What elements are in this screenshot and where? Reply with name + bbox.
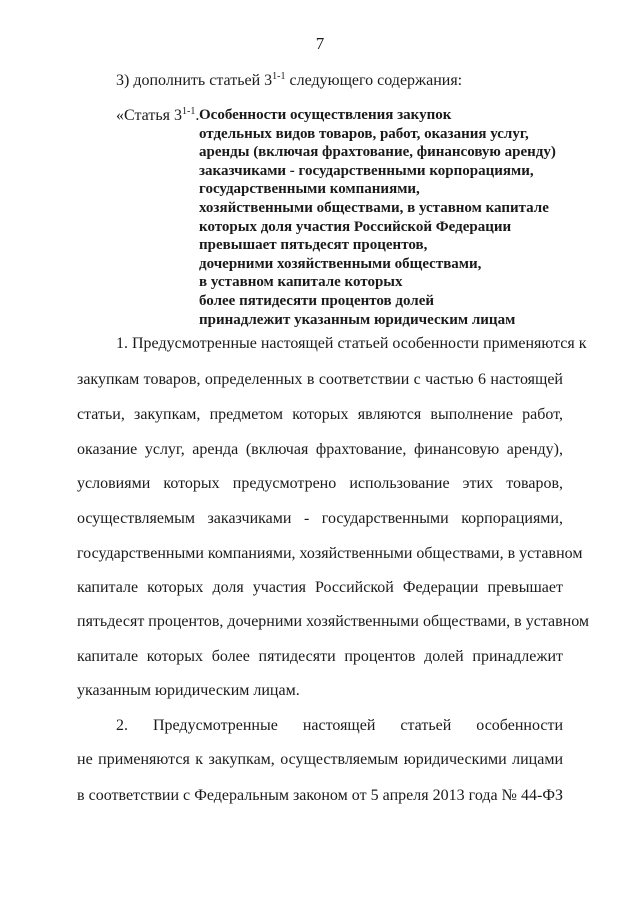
article-title-line: аренды (включая фрахтование, финансовую аренду) [199, 144, 556, 161]
article-title-line: отдельных видов товаров, работ, оказания услуг, [199, 125, 529, 142]
article-title-line: хозяйственными обществами, в уставном капитале [199, 199, 549, 216]
body-line: указанным юридическим лицам. [77, 682, 300, 699]
intro-suffix: следующего содержания: [285, 72, 463, 89]
amendment-intro [116, 71, 462, 90]
body-line: пятьдесят процентов, дочерними хозяйственными обществами, в уставном [77, 613, 590, 630]
body-line: 1. Предусмотренные настоящей статьей особенности применяются к [116, 335, 587, 352]
article-title-line: превышает пятьдесят процентов, [199, 237, 428, 254]
article-label-superscript: 1-1 [181, 106, 196, 117]
article-title-line: заказчиками - государственными корпорациями, [199, 162, 534, 179]
article-title-line: которых доля участия Российской Федерации [199, 218, 512, 235]
intro-prefix: 3) дополнить статьей 3 [116, 72, 273, 89]
article-title-line: более пятидесяти процентов долей [199, 292, 434, 309]
body-line: капитале которых доля участия Российской Федерации превышает [77, 579, 563, 596]
article-label-suffix: . [195, 107, 200, 124]
body-line: государственными компаниями, хозяйственными обществами, в уставном [77, 545, 583, 562]
body-line: оказание услуг, аренда (включая фрахтование, финансовую аренду), [77, 441, 563, 458]
body-line: капитале которых более пятидесяти процентов долей принадлежит [77, 648, 563, 665]
body-line: статьи, закупкам, предметом которых являются выполнение работ, [77, 406, 563, 423]
intro-superscript: 1-1 [272, 71, 286, 82]
article-title-line: дочерними хозяйственными обществами, [199, 255, 482, 272]
body-line: не применяются к закупкам, осуществляемым юридическими лицами [77, 751, 563, 768]
article-label-prefix: «Статья 3 [116, 107, 182, 124]
article-title [199, 106, 556, 329]
article-title-line: Особенности осуществления закупок [199, 107, 452, 123]
body-line: закупкам товаров, определенных в соответствии с частью 6 настоящей [77, 371, 563, 388]
article-title-line: государственными компаниями, [199, 181, 420, 198]
body-line: 2. Предусмотренные настоящей статьей особенности [116, 717, 563, 734]
body-line: условиями которых предусмотрено использование этих товаров, [77, 475, 563, 492]
article-title-line: принадлежит указанным юридическим лицам [199, 311, 516, 328]
body-line: в соответствии с Федеральным законом от 5 апреля 2013 года № 44-ФЗ [77, 787, 563, 804]
article-title-line: в уставном капитале которых [199, 274, 403, 291]
page-number: 7 [315, 34, 325, 53]
article-label [116, 106, 199, 125]
body-line: осуществляемым заказчиками - государственными корпорациями, [77, 510, 563, 527]
